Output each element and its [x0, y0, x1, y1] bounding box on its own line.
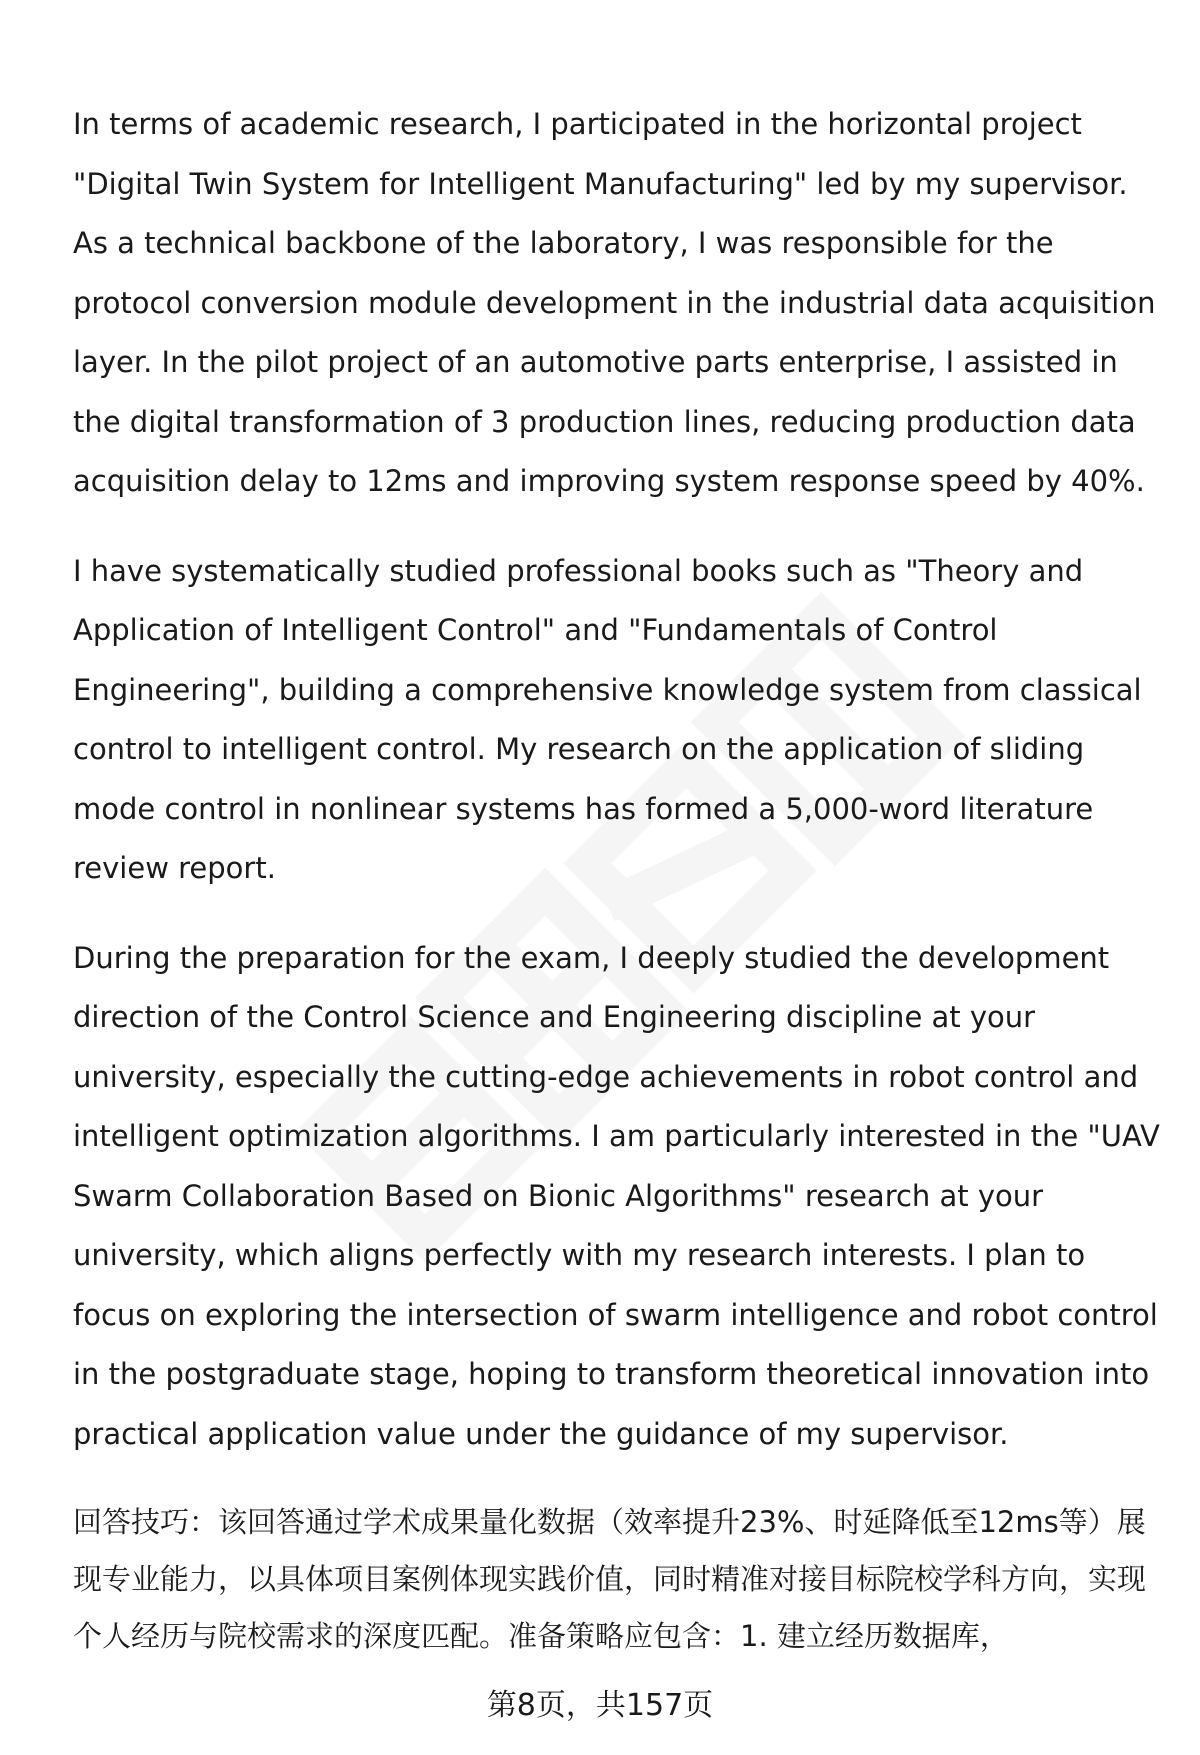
paragraph-research: In terms of academic research, I participated in the horizontal project "Digital Twin System for Intelligent Manufacturing" led by my supervisor. As a technical backbone of the laboratory, I was responsible for the protocol conversion module development in the industrial data acquisition layer. In the pilot project of an automotive parts enterprise, I assisted in the digital transformation of 3 production lines, reducing production data acquisition delay to 12ms and improving system response speed by 40%. — [73, 107, 1156, 498]
answer-tip: 回答技巧：该回答通过学术成果量化数据（效率提升23%、时延降低至12ms等）展现专业能力，以具体项目案例体现实践价值，同时精准对接目标院校学科方向，实现个人经历与院校需求的深度匹配。准备策略应包含：1. 建立经历数据库， — [73, 1505, 1147, 1653]
document-body — [73, 95, 1163, 1665]
paragraph-study: I have systematically studied professional books such as "Theory and Application of Intelligent Control" and "Fundamentals of Control Engineering", building a comprehensive knowledge system from classical control to intelligent control. My research on the application of sliding mode control in nonlinear systems has formed a 5,000-word literature review report. — [73, 553, 1142, 885]
page-number-footer: 第8页，共157页 — [486, 1688, 714, 1723]
paragraph-preparation: During the preparation for the exam, I deeply studied the development direction of the Control Science and Engineering discipline at your university, especially the cutting-edge achievements in robot control and intelligent optimization algorithms. I am particularly interested in the "UAV Swarm Collaboration Based on Bionic Algorithms" research at your university, which aligns perfectly with my research interests. I plan to focus on exploring the intersection of swarm intelligence and robot control in the postgraduate stage, hoping to transform theoretical innovation into practical application value under the guidance of my supervisor. — [73, 940, 1160, 1451]
